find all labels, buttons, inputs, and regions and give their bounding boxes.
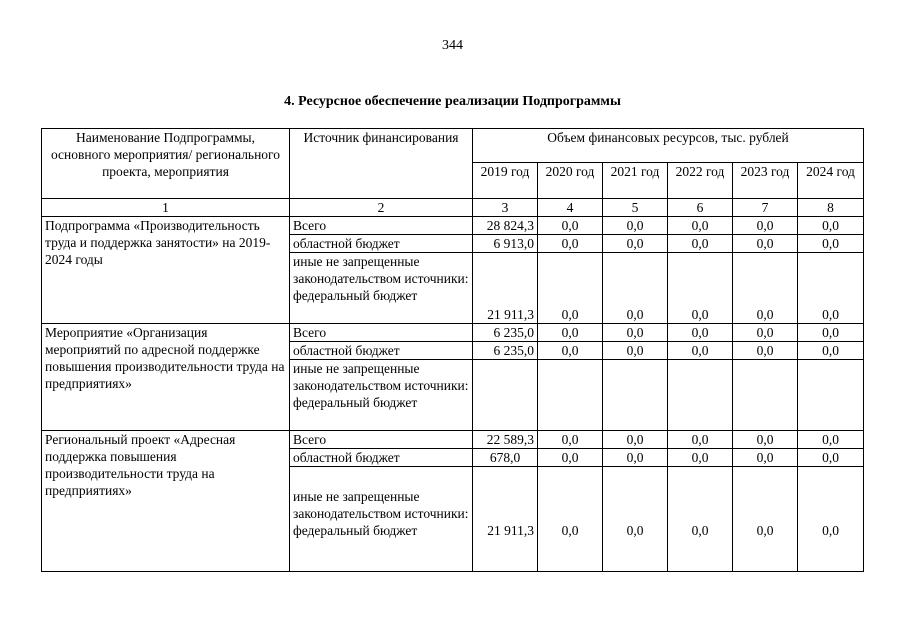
value-cell: 0,0 <box>733 217 798 235</box>
value-cell <box>668 360 733 431</box>
value-cell: 0,0 <box>733 324 798 342</box>
value-cell: 0,0 <box>668 431 733 449</box>
column-number: 4 <box>538 199 603 217</box>
value-cell: 0,0 <box>798 217 864 235</box>
value-cell: 0,0 <box>733 342 798 360</box>
value-cell: 0,0 <box>798 324 864 342</box>
value-cell: 0,0 <box>538 324 603 342</box>
column-number: 1 <box>42 199 290 217</box>
value-cell: 0,0 <box>668 467 733 572</box>
header-year: 2023 год <box>733 163 798 199</box>
value-cell: 0,0 <box>733 467 798 572</box>
value-cell: 0,0 <box>798 467 864 572</box>
value-cell: 0,0 <box>668 235 733 253</box>
value-cell: 0,0 <box>603 235 668 253</box>
table-row <box>42 324 864 342</box>
column-number: 7 <box>733 199 798 217</box>
table-row <box>42 217 864 235</box>
value-cell: 0,0 <box>603 324 668 342</box>
value-cell: 0,0 <box>733 235 798 253</box>
source-cell: областной бюджет <box>290 449 473 467</box>
column-number: 3 <box>473 199 538 217</box>
value-cell: 0,0 <box>798 253 864 324</box>
value-cell: 0,0 <box>668 217 733 235</box>
value-cell: 0,0 <box>733 253 798 324</box>
value-cell: 6 913,0 <box>473 235 538 253</box>
value-cell: 0,0 <box>538 449 603 467</box>
group-name: Подпрограмма «Производительность труда и поддержка занятости» на 2019-2024 годы <box>42 217 290 324</box>
source-cell: иные не запрещенные законодательством источники: федеральный бюджет <box>290 360 473 431</box>
value-cell: 0,0 <box>538 467 603 572</box>
value-cell: 0,0 <box>668 342 733 360</box>
value-cell: 0,0 <box>798 449 864 467</box>
value-cell <box>538 360 603 431</box>
source-cell: Всего <box>290 217 473 235</box>
value-cell: 0,0 <box>603 449 668 467</box>
column-number: 2 <box>290 199 473 217</box>
value-cell: 0,0 <box>603 467 668 572</box>
value-cell: 0,0 <box>538 253 603 324</box>
table-row <box>42 431 864 449</box>
column-numbers-row <box>42 199 864 217</box>
group-name: Региональный проект «Адресная поддержка повышения производительности труда на предприятиях» <box>42 431 290 572</box>
resource-table <box>41 128 864 572</box>
source-cell: областной бюджет <box>290 342 473 360</box>
value-cell <box>733 360 798 431</box>
value-cell: 0,0 <box>668 253 733 324</box>
header-year: 2019 год <box>473 163 538 199</box>
group-name: Мероприятие «Организация мероприятий по адресной поддержке повышения производительности труда на предприятиях» <box>42 324 290 431</box>
value-cell <box>798 360 864 431</box>
value-cell: 0,0 <box>798 342 864 360</box>
source-cell: иные не запрещенные законодательством источники: федеральный бюджет <box>290 253 473 324</box>
value-cell <box>603 360 668 431</box>
value-cell: 22 589,3 <box>473 431 538 449</box>
header-year: 2020 год <box>538 163 603 199</box>
source-text: иные не запрещенные законодательством источники: федеральный бюджет <box>293 489 469 538</box>
source-cell: Всего <box>290 431 473 449</box>
value-cell: 678,0 <box>473 449 538 467</box>
value-cell: 0,0 <box>733 449 798 467</box>
value-cell: 0,0 <box>603 342 668 360</box>
value-cell: 0,0 <box>798 431 864 449</box>
value-cell: 0,0 <box>603 253 668 324</box>
value-cell: 21 911,3 <box>473 467 538 572</box>
value-cell: 21 911,3 <box>473 253 538 324</box>
value-cell: 0,0 <box>798 235 864 253</box>
header-year: 2021 год <box>603 163 668 199</box>
value-cell: 0,0 <box>603 217 668 235</box>
page-number: 344 <box>442 38 463 53</box>
header-name-col: Наименование Подпрограммы, основного мероприятия/ регионального проекта, мероприятия <box>42 129 290 199</box>
header-source-col: Источник финансирования <box>290 129 473 199</box>
header-volume-col: Объем финансовых ресурсов, тыс. рублей <box>473 129 864 163</box>
value-cell: 0,0 <box>538 342 603 360</box>
value-cell: 0,0 <box>538 217 603 235</box>
section-title: 4. Ресурсное обеспечение реализации Подпрограммы <box>284 94 621 109</box>
column-number: 8 <box>798 199 864 217</box>
value-cell <box>473 360 538 431</box>
value-cell: 6 235,0 <box>473 324 538 342</box>
column-number: 6 <box>668 199 733 217</box>
header-year: 2024 год <box>798 163 864 199</box>
value-cell: 0,0 <box>603 431 668 449</box>
value-cell: 0,0 <box>538 431 603 449</box>
value-cell: 0,0 <box>538 235 603 253</box>
source-cell <box>290 467 473 572</box>
value-cell: 28 824,3 <box>473 217 538 235</box>
source-cell: областной бюджет <box>290 235 473 253</box>
column-number: 5 <box>603 199 668 217</box>
value-cell: 6 235,0 <box>473 342 538 360</box>
source-text-wrap <box>293 467 469 539</box>
header-year: 2022 год <box>668 163 733 199</box>
value-cell: 0,0 <box>668 449 733 467</box>
source-cell: Всего <box>290 324 473 342</box>
value-cell: 0,0 <box>668 324 733 342</box>
header-row-1 <box>42 129 864 163</box>
value-cell: 0,0 <box>733 431 798 449</box>
